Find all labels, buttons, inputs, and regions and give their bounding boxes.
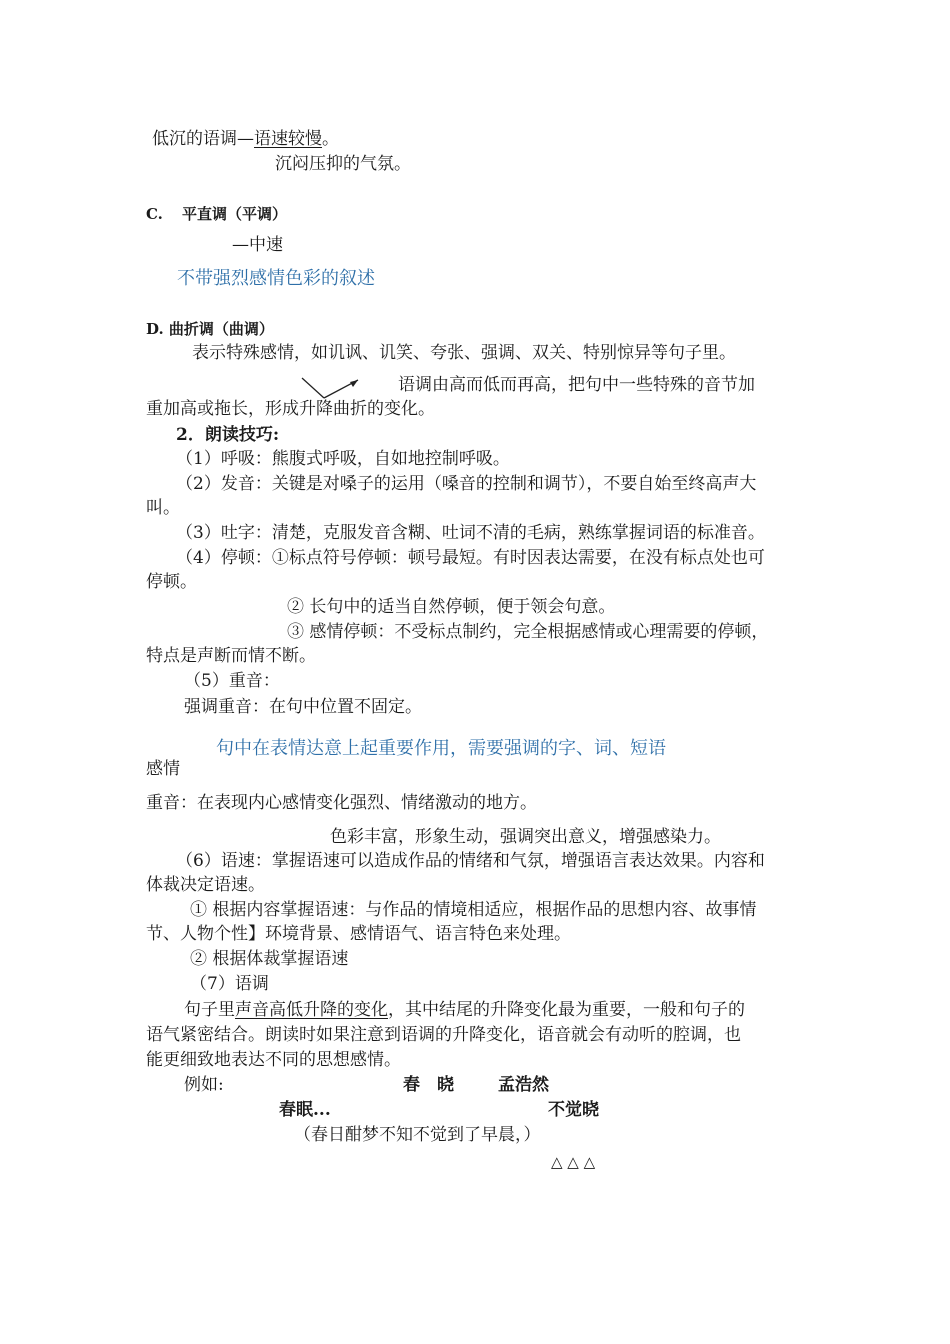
section-d-desc: 表示特殊感情，如讥讽、讥笑、夸张、强调、双关、特别惊异等句子里。 xyxy=(192,343,736,363)
section-d-desc2a: 语调由高而低而再高，把句中一些特殊的音节加 xyxy=(398,375,755,395)
speed-slow-text: 语速较慢 xyxy=(254,129,322,149)
item-intonation-a xyxy=(184,999,745,1021)
item-intonation-c: 能更细致地表达不同的思想感情。 xyxy=(146,1050,401,1070)
item-pause-b: 停顿。 xyxy=(146,572,197,592)
section-c-title: 平直调（平调） xyxy=(182,205,288,223)
item-speed-e: ② 根据体裁掌握语速 xyxy=(190,949,349,969)
item-intonation: （7）语调 xyxy=(190,974,269,994)
item-speed-b: 体裁决定语速。 xyxy=(146,875,265,895)
section-d-heading: D. 曲折调（曲调） xyxy=(146,320,274,338)
item-speed-c: ① 根据内容掌握语速：与作品的情境相适应，根据作品的思想内容、故事情 xyxy=(190,900,757,920)
item-stress-emotion-effect: 色彩丰富，形象生动，强调突出意义，增强感染力。 xyxy=(330,827,721,847)
item-stress-emotion-label: 感情 xyxy=(146,759,180,779)
item-pause-d: ③ 感情停顿：不受标点制约，完全根据感情或心理需要的停顿， xyxy=(287,622,769,642)
item-pause-e: 特点是声断而情不断。 xyxy=(146,646,316,666)
poem-line-1-end: 不觉晓 xyxy=(548,1100,599,1120)
poem-author: 孟浩然 xyxy=(498,1075,549,1095)
period: 。 xyxy=(322,129,339,149)
section-d-desc2b: 重加高或拖长，形成升降曲折的变化。 xyxy=(146,399,435,419)
intonation-a-1: 句子里 xyxy=(184,1000,235,1020)
section-c-speed: —中速 xyxy=(232,235,283,255)
section-2-title: 2．朗读技巧: xyxy=(176,425,280,445)
line-low-tone xyxy=(152,128,339,150)
item-stress: （5）重音： xyxy=(184,671,280,691)
item-voice-a: （2）发音：关键是对嗓子的运用（嗓音的控制和调节），不要自始至终高声大 xyxy=(176,474,757,494)
item-stress-emphasis: 强调重音：在句中位置不固定。 xyxy=(184,697,422,717)
item-stress-blue-note: 句中在表情达意上起重要作用，需要强调的字、词、短语 xyxy=(216,738,666,759)
item-pause-a: （4）停顿：①标点符号停顿：顿号最短。有时因表达需要，在没有标点处也可 xyxy=(176,548,765,568)
item-voice-b: 叫。 xyxy=(146,498,180,518)
item-speed-a: （6）语速：掌握语速可以造成作品的情绪和气氛，增强语言表达效果。内容和 xyxy=(176,851,765,871)
poem-title: 春 晓 xyxy=(403,1075,454,1095)
item-breathing: （1）呼吸：熊腹式呼吸，自如地控制呼吸。 xyxy=(176,449,510,469)
poem-stress-marks: △ △ △ xyxy=(551,1153,596,1171)
poem-gloss: （春日酣梦不知不觉到了早晨，） xyxy=(294,1125,541,1145)
item-articulation: （3）吐字：清楚，克服发音含糊、吐词不清的毛病，熟练掌握词语的标准音。 xyxy=(176,523,765,543)
item-speed-d: 节、人物个性】环境背景、感情语气、语言特色来处理。 xyxy=(146,924,571,944)
section-c-desc: 不带强烈感情色彩的叙述 xyxy=(177,268,375,289)
section-c-label: C. xyxy=(146,205,163,223)
intonation-a-3: ，其中结尾的升降变化最为重要，一般和句子的 xyxy=(388,1000,745,1020)
item-intonation-b: 语气紧密结合。朗读时如果注意到语调的升降变化，语音就会有动听的腔调，也 xyxy=(146,1025,741,1045)
poem-line-1: 春眠... xyxy=(279,1100,331,1120)
low-tone-label: 低沉的语调— xyxy=(152,129,254,149)
item-pause-c: ② 长句中的适当自然停顿，便于领会句意。 xyxy=(287,597,616,617)
line-oppressive: 沉闷压抑的气氛。 xyxy=(275,154,411,174)
intonation-a-underlined: 声音高低升降的变化 xyxy=(235,1000,388,1020)
example-label: 例如: xyxy=(184,1075,224,1095)
item-stress-emotion: 重音：在表现内心感情变化强烈、情绪激动的地方。 xyxy=(146,793,537,813)
